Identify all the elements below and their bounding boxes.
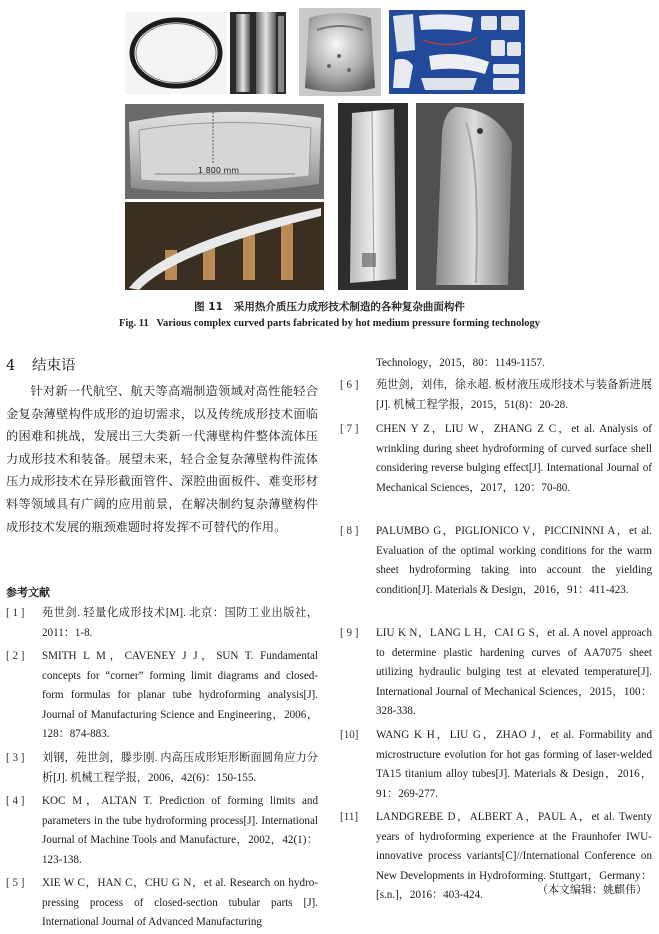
dimension-label: 1 800 mm xyxy=(198,166,240,175)
reference-continuation: Technology，2015，80：1149-1157. xyxy=(376,357,545,369)
reference-item: [10] WANG K H，LIU G，ZHAO J，et al. Formability and microstructure evolution for hot gas forming of laser-welded TA15 titanium alloy tubes[J]. Materials & Design，2016，91：269-277. xyxy=(340,729,652,800)
reference-item: [ 4 ] KOC M，ALTAN T. Prediction of forming limits and parameters in the tube hydroforming process[J]. International Journal of Machine Tools and Manufacture，2002，42(1)：123-138. xyxy=(6,795,318,866)
reference-item: [ 2 ] SMITH L M，CAVENEY J J，SUN T. Fundamental concepts for “corner” forming limit diagrams and closed-form formulas for planar tube hydroforming analysis[J]. Journal of Manufacturing Science and Engineering，2006，128：874-883. xyxy=(6,650,318,741)
section-title: 结束语 xyxy=(32,358,76,374)
reference-item: [ 5 ] XIE W C，HAN C，CHU G N，et al. Research on hydro-pressing process of closed-section tubular parts [J]. International Journal of Advanced Manufacturing xyxy=(6,877,318,929)
reference-item: [ 1 ] 苑世剑. 轻量化成形技术[M]. 北京：国防工业出版社，2011：1-8. xyxy=(6,607,318,639)
figure-11 xyxy=(0,0,659,329)
photo-box-part xyxy=(338,103,408,290)
reference-item: [ 6 ] 苑世剑，刘伟，徐永超. 板材液压成形技术与装备新进展[J]. 机械工程学报，2015，51(8)：20-28. xyxy=(340,379,652,411)
photo-tube-parts xyxy=(230,12,286,94)
left-column xyxy=(6,355,318,934)
section-number: 4 xyxy=(6,358,16,374)
reference-item: [11] LANDGREBE D，ALBERT A，PAUL A，et al. Twenty years of hydroforming experience at the Fraunhofer IWU-innovative process variants[C]//International Conference on New Developments in Hydroforming. Stuttgart，Germany：[s.n.]，2016：403-424. xyxy=(340,811,652,902)
photo-shell-part xyxy=(299,8,381,96)
right-column xyxy=(340,354,652,907)
section-heading xyxy=(6,355,318,377)
photo-curved-panel xyxy=(125,104,324,199)
editor-note: （本文编辑：姚麒伟） xyxy=(537,883,647,896)
conclusion-paragraph: 针对新一代航空、航天等高端制造领域对高性能轻合金复杂薄壁构件成形的迫切需求，以及传统成形技术面临的困难和挑战，发展出三大类新一代薄壁构件整体流体压力成形技术和装备。展望未来，轻合金复杂薄壁构件流体压力成形技术在异形截面管件、深腔曲面板件、难变形材料等领域具有广阔的应用前景，在解决制约复杂薄壁构件成形技术发展的瓶颈难题时将发挥不可替代的作用。 xyxy=(6,384,318,534)
references-heading: 参考文献 xyxy=(6,586,50,599)
photo-ring-part xyxy=(125,12,227,94)
figure-caption-cn: 图 11 采用热介质压力成形技术制造的各种复杂曲面构件 xyxy=(194,301,465,313)
reference-item: [ 8 ] PALUMBO G，PIGLIONICO V，PICCININNI A，et al. Evaluation of the optimal working conditions for the warm sheet hydroforming taking into account the yielding condition[J]. Materials & Design，2016，91：411-423. xyxy=(340,525,652,596)
photo-long-curved-part xyxy=(416,103,524,290)
reference-item: [ 9 ] LIU K N，LANG L H，CAI G S，et al. A novel approach to determine plastic hardening curves of AA7075 sheet utilizing hydraulic bulging test at elevated temperature[J]. International Journal of Mechanical Sciences，2015，100：328-338. xyxy=(340,627,652,718)
reference-item: [ 7 ] CHEN Y Z，LIU W，ZHANG Z C，et al. Analysis of wrinkling during sheet hydroforming of curved surface shell considering reverse bulging effect[J]. International Journal of Mechanical Sciences，2017，120：70-80. xyxy=(340,423,652,494)
photo-part-collection xyxy=(389,10,525,94)
photo-sheet-arc xyxy=(125,202,324,290)
reference-item: [ 3 ] 刘钢，苑世剑，滕步刚. 内高压成形矩形断面圆角应力分析[J]. 机械工程学报，2006，42(6)：150-155. xyxy=(6,752,318,784)
figure-caption-en: Fig. 11 Various complex curved parts fabricated by hot medium pressure forming technology xyxy=(118,318,541,329)
